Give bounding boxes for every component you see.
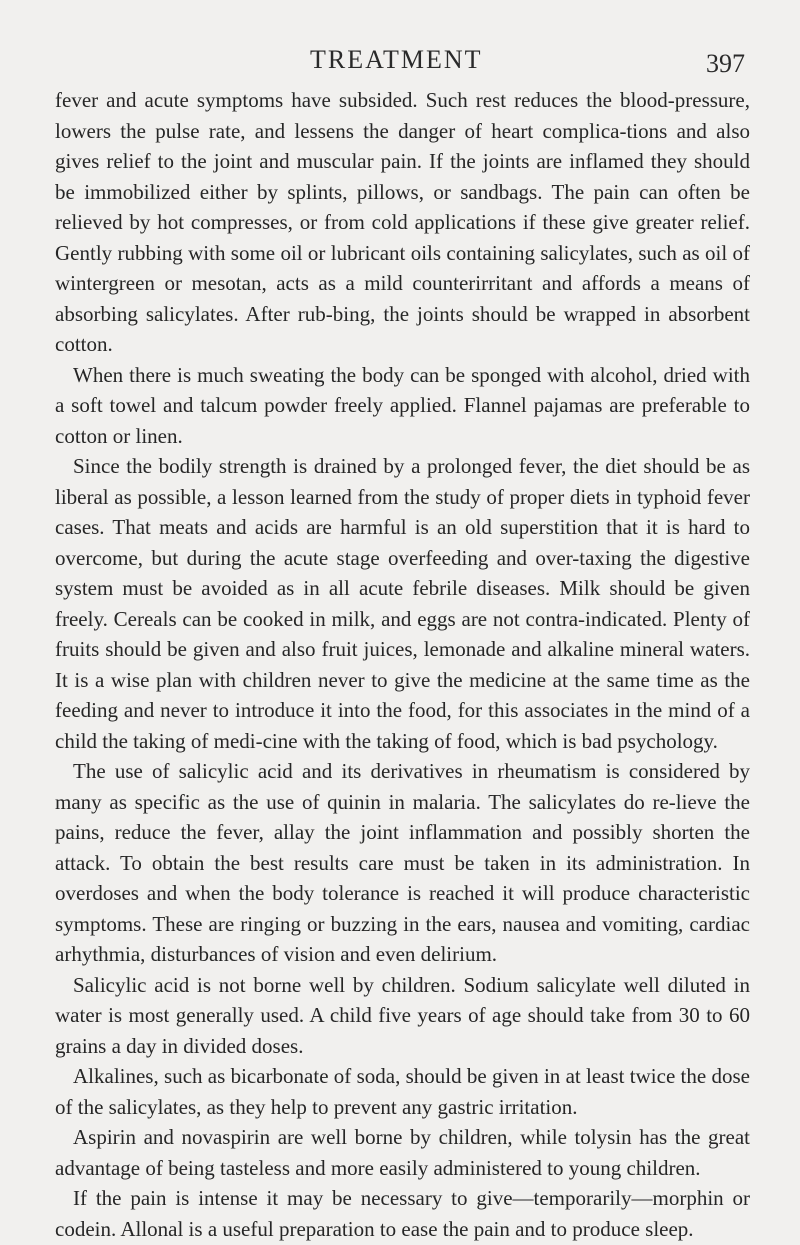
paragraph-salicylic-use: The use of salicylic acid and its derivatives in rheumatism is considered by many as specific as the use of quinin in malaria. The salicylates do re-lieve the pains, reduce the fever, allay the joint inflammation and possibly shorten the attack. To obtain the best results care must be taken in its administration. In overdoses and when the body tolerance is reached it will produce characteristic symptoms. These are ringing or buzzing in the ears, nausea and vomiting, cardiac arhythmia, disturbances of vision and even delirium. [55, 759, 750, 966]
paragraph-alkalines: Alkalines, such as bicarbonate of soda, should be given in at least twice the dose of the salicylates, as they help to prevent any gastric irritation. [55, 1064, 750, 1119]
body-text [55, 85, 750, 1244]
paragraph-diet: Since the bodily strength is drained by a prolonged fever, the diet should be as liberal as possible, a lesson learned from the study of proper diets in typhoid fever cases. That meats and acids are harmful is an old superstition that it is hard to overcome, but during the acute stage overfeeding and over-taxing the digestive system must be avoided as in all acute febrile diseases. Milk should be given freely. Cereals can be cooked in milk, and eggs are not contra-indicated. Plenty of fruits should be given and also fruit juices, lemonade and alkaline mineral waters. It is a wise plan with children never to give the medicine at the same time as the feeding and never to introduce it into the food, for this associates in the mind of a child the taking of medi-cine with the taking of food, which is bad psychology. [55, 454, 750, 753]
paragraph-children-dosage: Salicylic acid is not borne well by children. Sodium salicylate well diluted in water is most generally used. A child five years of age should take from 30 to 60 grains a day in divided doses. [55, 972, 750, 1058]
paragraph-aspirin: Aspirin and novaspirin are well borne by children, while tolysin has the great advantage of being tasteless and more easily administered to young children. [55, 1125, 750, 1180]
paragraph-pain-relief: If the pain is intense it may be necessary to give—temporarily—morphin or codein. Allonal is a useful preparation to ease the pain and to produce sleep. [55, 1186, 750, 1241]
running-head [0, 40, 800, 80]
running-title: TREATMENT [310, 45, 483, 74]
page-number: 397 [706, 49, 745, 78]
paragraph-continued: fever and acute symptoms have subsided. Such rest reduces the blood-pressure, lowers the pulse rate, and lessens the danger of heart complica-tions and also gives relief to the joint and muscular pain. If the joints are inflamed they should be immobilized either by splints, pillows, or sandbags. The pain can often be relieved by hot compresses, or from cold applications if these give greater relief. Gently rubbing with some oil or lubricant oils containing salicylates, such as oil of wintergreen or mesotan, acts as a mild counterirritant and affords a means of absorbing salicylates. After rub-bing, the joints should be wrapped in absorbent cotton. [55, 88, 750, 356]
paragraph-sweating: When there is much sweating the body can be sponged with alcohol, dried with a soft towel and talcum powder freely applied. Flannel pajamas are preferable to cotton or linen. [55, 362, 750, 448]
